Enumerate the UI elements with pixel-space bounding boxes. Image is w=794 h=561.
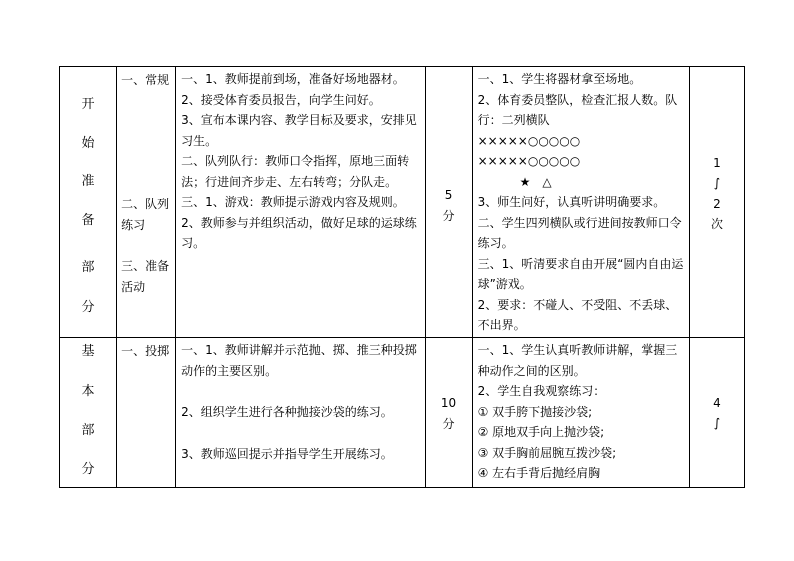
sub-item: 一、常规 (121, 73, 170, 87)
student-line: 2、学生自我观察练习： (477, 384, 606, 398)
section-char: 始 (81, 136, 95, 151)
reps-value: 4 (713, 396, 721, 410)
teacher-line: 3、教师巡回提示并指导学生开展练习。 (181, 446, 393, 461)
time-cell (425, 338, 472, 488)
section-char: 分 (81, 462, 95, 477)
time-cell (425, 67, 472, 338)
sub-item: 三、准备活动 (121, 259, 170, 294)
reps-unit: 次 (710, 217, 723, 231)
time-value: 10 (440, 396, 457, 410)
section-char: 准 (81, 174, 95, 189)
student-line: ① 双手胯下抛接沙袋; (477, 404, 593, 419)
student-line: 2、体育委员整队，检查汇报人数。队行：二列横队 (477, 92, 678, 127)
teacher-line: 一、1、教师讲解并示范抛、掷、推三种投掷动作的主要区别。 (181, 343, 417, 378)
student-line: 2、要求：不碰人、不受阻、不丢球、不出界。 (477, 297, 678, 332)
time-unit: 分 (442, 417, 455, 431)
reps-separator: ∫ (713, 176, 721, 190)
formation-line: ×××××○○○○○ (477, 154, 581, 168)
student-line: 二、学生四列横队或行进间按教师口令练习。 (477, 215, 682, 250)
reps-cell (689, 67, 744, 338)
teacher-position-marks: ★ △ (519, 174, 552, 189)
reps-value: 2 (713, 197, 721, 211)
teacher-line: 一、1、教师提前到场，准备好场地器材。 (181, 72, 405, 86)
student-line: 一、1、学生将器材拿至场地。 (477, 72, 642, 86)
teacher-line: 3、宣布本课内容、教学目标及要求，安排见习生。 (181, 113, 417, 148)
teacher-activity-cell (176, 67, 425, 338)
sub-item: 一、投掷 (121, 344, 170, 358)
student-activity-cell (472, 338, 689, 488)
section-char: 分 (81, 300, 95, 315)
sub-item: 二、队列练习 (121, 197, 170, 232)
student-line: 3、师生问好，认真听讲明确要求。 (477, 195, 666, 209)
section-char: 基 (81, 344, 95, 359)
student-activity-cell (472, 67, 689, 338)
student-line: 一、1、学生认真听教师讲解，掌握三种动作之间的区别。 (477, 343, 678, 378)
teacher-line: 三、1、游戏：教师提示游戏内容及规则。 (181, 195, 405, 209)
time-unit: 分 (442, 209, 455, 223)
student-line: 三、1、听清要求自由开展“圆内自由运球”游戏。 (477, 256, 684, 291)
reps-separator: ∫ (713, 416, 721, 430)
student-line: ④ 左右手背后抛经肩胸 (477, 466, 601, 480)
teacher-line: 2、组织学生进行各种抛接沙袋的练习。 (181, 405, 393, 419)
section-char: 部 (81, 423, 95, 438)
lesson-plan-table (59, 66, 745, 488)
table-row (60, 338, 745, 488)
table-row (60, 67, 745, 338)
section-char: 开 (81, 97, 95, 112)
formation-line: ×××××○○○○○ (477, 133, 581, 148)
section-char: 本 (81, 384, 95, 399)
student-line: ② 原地双手向上抛沙袋; (477, 425, 605, 439)
section-char: 部 (81, 260, 95, 275)
section-label-cell (60, 67, 117, 338)
teacher-activity-cell (176, 338, 425, 488)
section-label-cell (60, 338, 117, 488)
reps-value: 1 (713, 156, 721, 170)
section-char: 备 (81, 213, 95, 228)
student-line: ③ 双手胸前屈腕互拨沙袋; (477, 445, 617, 460)
sub-item-cell (117, 67, 176, 338)
teacher-line: 2、教师参与并组织活动，做好足球的运球练习。 (181, 215, 417, 250)
time-value: 5 (444, 188, 453, 202)
teacher-line: 2、接受体育委员报告，向学生问好。 (181, 92, 381, 107)
sub-item-cell (117, 338, 176, 488)
teacher-line: 二、队列队行：教师口令指挥，原地三面转法；行进间齐步走、左右转弯；分队走。 (181, 154, 410, 189)
reps-cell (689, 338, 744, 488)
